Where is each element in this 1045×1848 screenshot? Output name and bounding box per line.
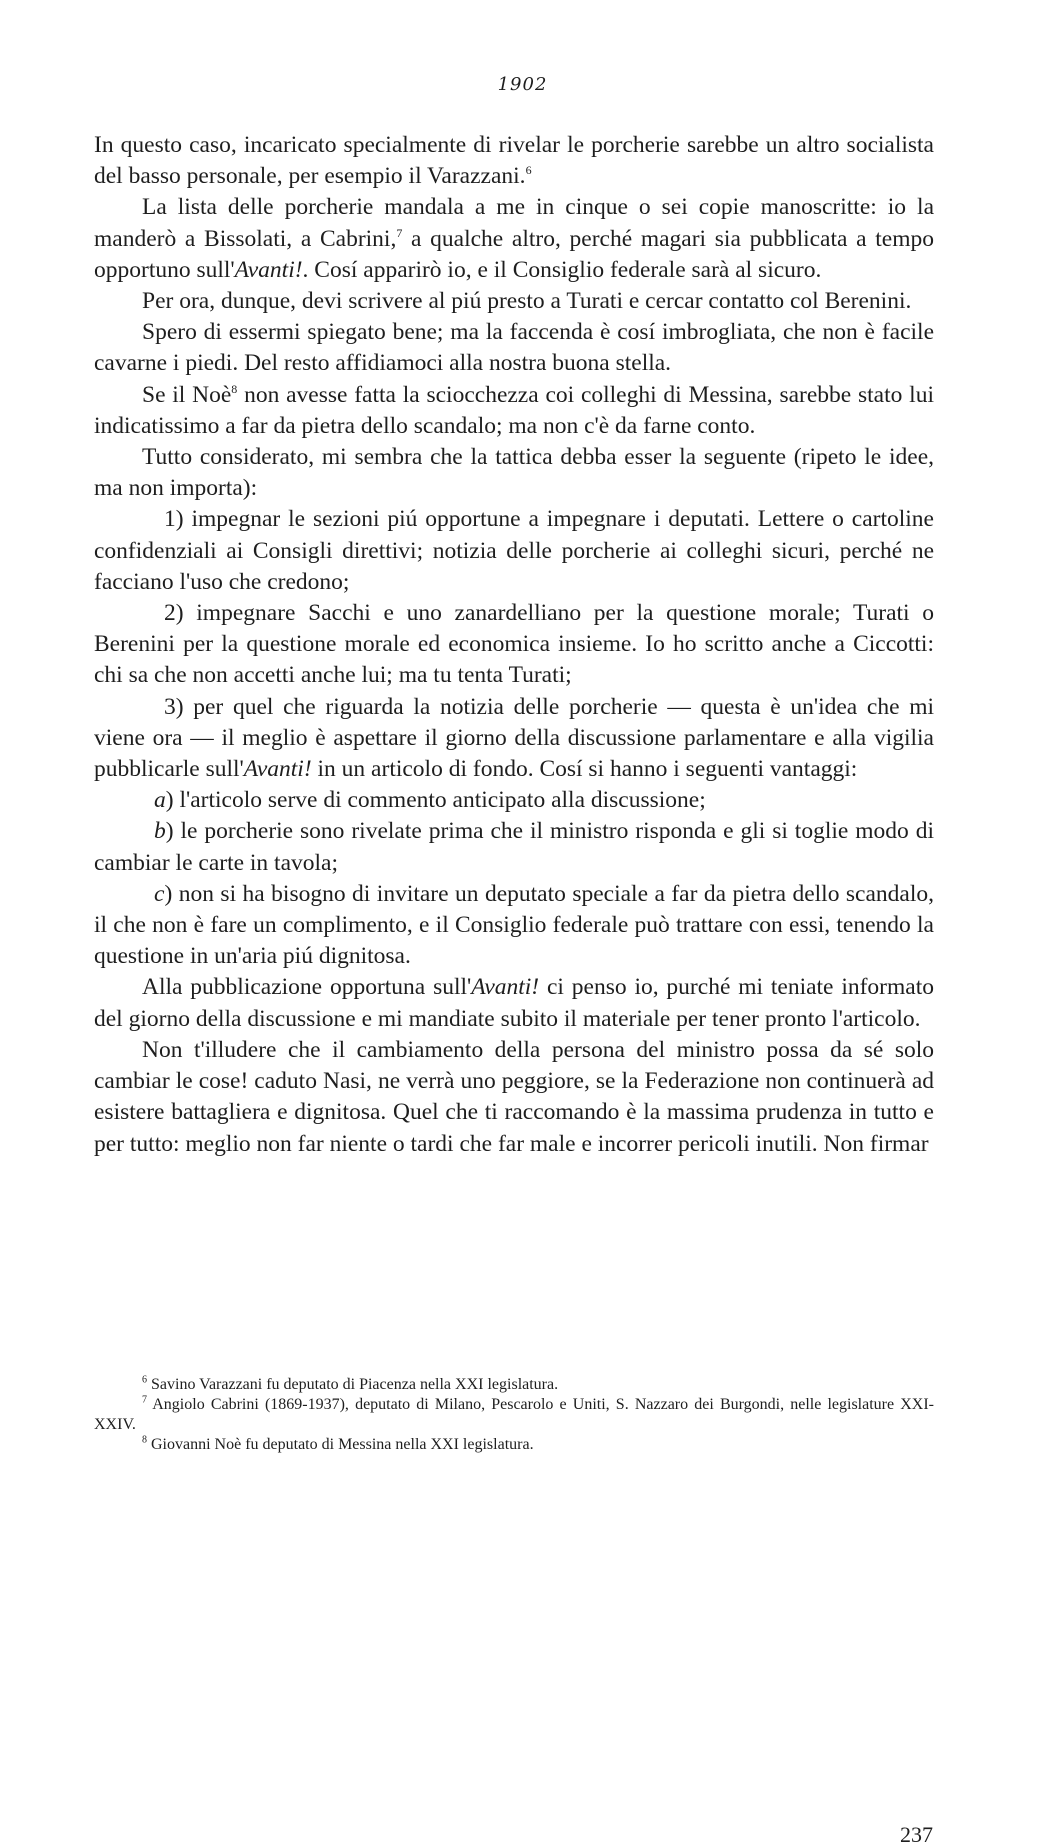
paragraph: In questo caso, incaricato specialmente di rivelar le porcherie sarebbe un altro socialista del basso personale, per esempio il Varazzani.$^6$ (94, 132, 934, 190)
list-item: 3) per quel che riguarda la notizia delle porcherie — questa è un'idea che mi viene ora — il meglio è aspettare il giorno della discussione parlamentare e alla vigilia pubblicarle sull'Avanti! in un articolo di fondo. Cosí si hanno i seguenti vantaggi: (94, 693, 934, 783)
paragraph: Se il Noè$^8$ non avesse fatta la sciocchezza coi colleghi di Messina, sarebbe stato lui indicatissimo a far da pietra dello scandalo; ma non c'è da farne conto. (94, 381, 934, 439)
footnote: $^7$ Angiolo Cabrini (1869-1937), deputato di Milano, Pescarolo e Uniti, S. Nazzaro dei Burgondi, nelle legislature XXI-XXIV. (94, 1394, 934, 1433)
list-item: 1) impegnar le sezioni piú opportune a impegnare i deputati. Lettere o cartoline confidenziali ai Consigli direttivi; notizia delle porcherie ai colleghi sicuri, perché ne facciano l'uso che credono; (94, 506, 934, 595)
footnote-ref[interactable]: 7 (396, 225, 403, 240)
main-text (94, 130, 934, 1160)
sub-item: b) le porcherie sono rivelate prima che il ministro risponda e gli si toglie modo di cambiar le carte in tavola; (94, 818, 934, 876)
footnote-mark: 8 (142, 1434, 147, 1446)
paragraph: Non t'illudere che il cambiamento della persona del ministro possa da sé solo cambiar le cose! caduto Nasi, ne verrà uno peggiore, se la Federazione non continuerà ad esistere battagliera e dignitosa. Quel che ti raccomando è la massima prudenza in tutto e per tutto: meglio non far niente o tardi che far male e incorrer pericoli inutili. Non firmar (94, 1036, 934, 1157)
paragraph: Alla pubblicazione opportuna sull'Avanti! ci penso io, purché mi teniate informato del giorno della discussione e mi mandiate subito il materiale per tener pronto l'articolo. (94, 974, 934, 1032)
paragraph: Per ora, dunque, devi scrivere al piú presto a Turati e cercar contatto col Berenini. (142, 288, 912, 315)
sub-item: a) l'articolo serve di commento anticipato alla discussione; (154, 787, 706, 814)
running-header: 1902 (497, 74, 548, 95)
footnote-mark: 7 (142, 1394, 147, 1406)
list-item: 2) impegnare Sacchi e uno zanardelliano per la questione morale; Turati o Berenini per la questione morale ed economica insieme. Io ho scritto anche a Ciccotti: chi sa che non accetti anche lui; ma tu tenta Turati; (94, 600, 934, 689)
footnote-ref[interactable]: 8 (231, 381, 238, 396)
footnote: $^8$ Giovanni Noè fu deputato di Messina nella XXI legislatura. (142, 1434, 534, 1453)
footnote-ref[interactable]: 6 (525, 163, 532, 178)
footnote: $^6$ Savino Varazzani fu deputato di Piacenza nella XXI legislatura. (142, 1374, 559, 1393)
sub-item: c) non si ha bisogno di invitare un deputato speciale a far da pietra dello scandalo, il che non è fare un complimento, e il Consiglio federale può trattare con essi, tenendo la questione in un'aria piú dignitosa. (94, 880, 934, 970)
footnotes (94, 1375, 934, 1455)
paragraph: Spero di essermi spiegato bene; ma la faccenda è cosí imbrogliata, che non è facile cavarne i piedi. Del resto affidiamoci alla nostra buona stella. (94, 319, 934, 377)
paragraph: La lista delle porcherie mandala a me in cinque o sei copie manoscritte: io la manderò a Bissolati, a Cabrini,$^7$ a qualche altro, perché magari sia pubblicata a tempo opportuno sull'Avanti!. Cosí apparirò io, e il Consiglio federale sarà al sicuro. (94, 194, 934, 283)
paragraph: Tutto considerato, mi sembra che la tattica debba esser la seguente (ripeto le idee, ma non importa): (94, 444, 934, 502)
footnote-mark: 6 (142, 1374, 147, 1386)
page-number: 237 (900, 1822, 933, 1847)
